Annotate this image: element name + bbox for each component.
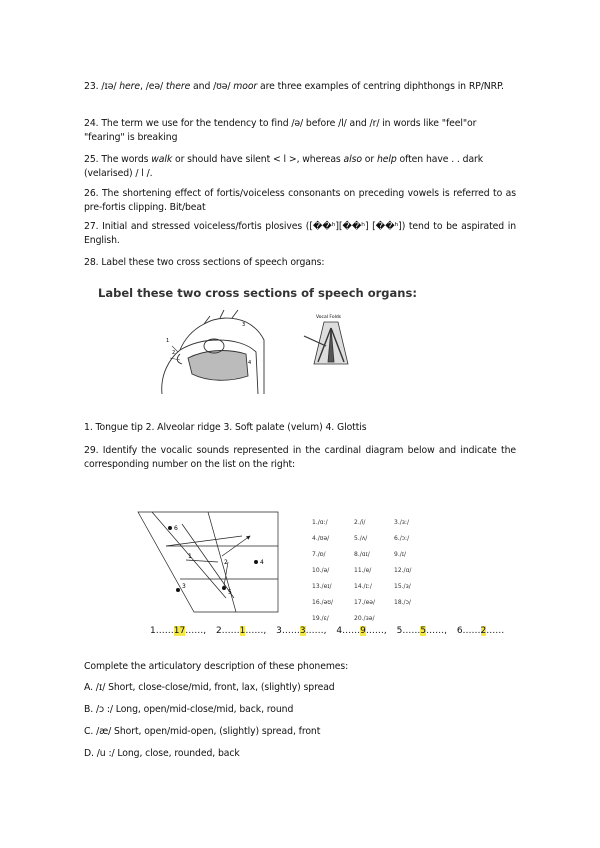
question-23: 23. /ɪə/ here, /eə/ there and /ʊə/ moor are three examples of centring diphthongs in RP/NRP. — [84, 81, 504, 92]
vocal-folds-diagram — [304, 322, 348, 364]
vowel-list — [312, 519, 412, 622]
vowel-list-item: 20./ɜə/ — [354, 615, 375, 622]
question-27: 27. Initial and stressed voiceless/fortis plosives ([��ʰ][��ʰ] [��ʰ]) tend to be aspirated in English. — [84, 221, 516, 246]
answer-5: 5……5……, — [396, 626, 447, 636]
answer-1: 1……17……, — [150, 626, 207, 636]
label-num-3: 3 — [242, 322, 246, 328]
answer-row — [150, 626, 505, 636]
vowel-list-item: 1./ɑ:/ — [312, 519, 328, 526]
vowel-list-item: 7./ɒ/ — [312, 551, 326, 558]
item-d: D. /u :/ Long, close, rounded, back — [84, 748, 240, 759]
vowel-list-item: 18./ɔ/ — [394, 599, 411, 606]
vowel-list-item: 5./ʌ/ — [354, 535, 368, 542]
label-num-1: 1 — [166, 338, 170, 344]
vowel-dot-label-3: 3 — [182, 583, 186, 590]
item-a: A. /ɪ/ Short, close-close/mid, front, lax, (slightly) spread — [84, 682, 335, 693]
answer-6: 6……2…… — [456, 626, 505, 636]
vowel-list-item: 12./ɑ/ — [394, 567, 412, 574]
answer-3: 3……3……, — [276, 626, 327, 636]
figure-title: Label these two cross sections of speech organs: — [98, 286, 417, 300]
vowel-list-item: 19./ɛ/ — [312, 615, 329, 622]
question-24: 24. The term we use for the tendency to find /ə/ before /l/ and /r/ in words like "feel"or "fearing" is breaking — [84, 118, 477, 143]
label-num-4: 4 — [248, 360, 252, 366]
question-29: 29. Identify the vocalic sounds represented in the cardinal diagram below and indicate the corresponding number on the list on the right: — [84, 445, 516, 470]
speech-organs-figure — [92, 284, 417, 396]
cardinal-vowel-diagram — [132, 506, 492, 642]
sagittal-section-diagram — [162, 310, 264, 394]
answer-4: 4……9……, — [336, 626, 387, 636]
item-c: C. /æ/ Short, open/mid-open, (slightly) spread, front — [84, 726, 321, 737]
question-28: 28. Label these two cross sections of speech organs: — [84, 257, 325, 268]
vocal-folds-label: Vocal Folds — [316, 315, 342, 320]
answer-28: 1. Tongue tip 2. Alveolar ridge 3. Soft palate (velum) 4. Glottis — [84, 422, 367, 433]
answer-2: 2……1……, — [215, 626, 267, 636]
vowel-dot-3 — [176, 588, 180, 592]
vowel-list-item: 14./ɪ:/ — [354, 583, 372, 590]
vowel-list-item: 8./ɑɪ/ — [354, 551, 370, 558]
label-num-2: 2 — [172, 350, 176, 356]
vowel-list-item: 15./ɜ/ — [394, 583, 411, 590]
vowel-list-item: 16./əʊ/ — [312, 599, 333, 606]
vowel-dot-label-1: 1 — [188, 553, 192, 560]
item-b: B. /ɔ :/ Long, open/mid-close/mid, back, round — [84, 704, 294, 715]
vowel-list-item: 3./ɜ:/ — [394, 519, 409, 526]
complete-instruction: Complete the articulatory description of these phonemes: — [84, 661, 349, 672]
question-25: 25. The words walk or should have silent < l >, whereas also or help often have . . dark (velarised) / l /. — [84, 154, 484, 179]
vowel-list-item: 6./ɔ:/ — [394, 535, 410, 542]
vowel-dot-4 — [254, 560, 258, 564]
vowel-dot-6 — [168, 526, 172, 530]
vowel-list-item: 2./i/ — [354, 519, 366, 526]
question-26: 26. The shortening effect of fortis/voiceless consonants on preceding vowels is referred to as pre-fortis clipping. Bit/beat — [84, 188, 516, 213]
vowel-dot-label-4: 4 — [260, 559, 264, 566]
vowel-list-item: 17./eə/ — [354, 599, 375, 606]
vowel-dot-label-2: 2 — [224, 559, 228, 566]
vowel-list-item: 11./e/ — [354, 567, 372, 574]
vowel-list-item: 4./ʊə/ — [312, 535, 330, 542]
vowel-list-item: 10./ə/ — [312, 567, 330, 574]
vowel-list-item: 9./ɪ/ — [394, 551, 406, 558]
vowel-list-item: 13./eɪ/ — [312, 583, 332, 590]
vowel-dot-label-6: 6 — [174, 525, 178, 532]
vowel-dot-label-5: 5 — [228, 589, 232, 596]
vowel-dot-5 — [222, 586, 226, 590]
